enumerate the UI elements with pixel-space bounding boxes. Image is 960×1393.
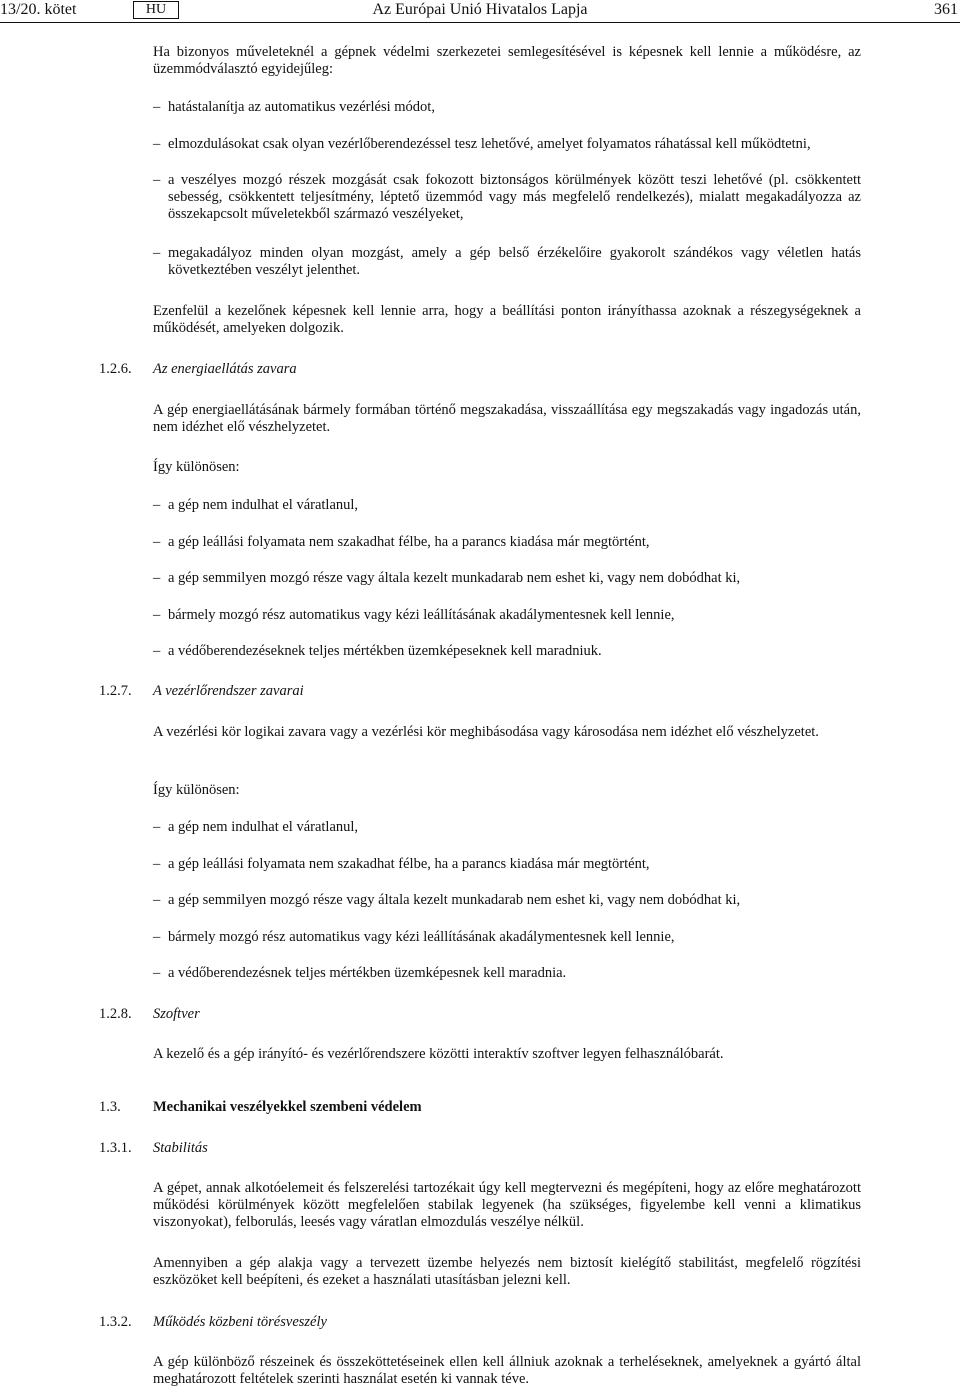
list-item: – bármely mozgó rész automatikus vagy kézi leállításának akadálymentesnek kell lennie, [153, 607, 861, 624]
section-paragraph: A vezérlési kör logikai zavara vagy a vezérlési kör meghibásodása vagy károsodása nem idézhet elő vészhelyzetet. [153, 724, 819, 740]
list-item: – hatástalanítja az automatikus vezérlési módot, [153, 99, 861, 116]
list-item: – a gép leállási folyamata nem szakadhat félbe, ha a parancs kiadása már megtörtént, [153, 856, 861, 873]
header-rule [0, 22, 960, 23]
section-paragraph: A kezelő és a gép irányító- és vezérlőrendszere közötti interaktív szoftver legyen felhasználóbarát. [153, 1046, 724, 1062]
section-paragraph: A gép energiaellátásának bármely formában történő megszakadása, visszaállítása egy megszakadás vagy ingadozás után, nem idézhet elő vészhelyzetet. [153, 402, 861, 435]
section-paragraph: Amennyiben a gép alakja vagy a tervezett üzembe helyezés nem biztosít kielégítő stabilitást, megfelelő rögzítési eszközöket kell beépíteni, és ezeket a használati utasításban jelezni kell. [153, 1255, 861, 1288]
section-paragraph: A gépet, annak alkotóelemeit és felszerelési tartozékait úgy kell megtervezni és megépíteni, hogy az előre meghatározott működési körülmények között megfelelően stabilak legyenek (ha szükséges, figyelembe kell venni a klimatikus viszonyokat), felborulás, leesés vagy váratlan elmozdulás veszélye nélkül. [153, 1180, 861, 1230]
section-title: Mechanikai veszélyekkel szembeni védelem [153, 1099, 422, 1115]
list-item: – elmozdulásokat csak olyan vezérlőberendezéssel tesz lehetővé, amelyet folyamatos ráhatással kell működtetni, [153, 136, 861, 153]
section-number: 1.3. [99, 1099, 121, 1115]
section-title: Szoftver [153, 1006, 200, 1022]
list-item: – a gép nem indulhat el váratlanul, [153, 497, 861, 514]
section-title: A vezérlőrendszer zavarai [153, 683, 304, 699]
list-item: – a veszélyes mozgó részek mozgását csak fokozott biztonságos körülmények között teszi lehetővé (pl. csökkentett sebesség, csökkentett teljesítmény, léptető üzemmód vagy más megfelelő rendelkezés), mialatt megakadályozza az összekapcsolt műveletekből származó veszélyeket, [153, 172, 861, 223]
journal-title: Az Európai Unió Hivatalos Lapja [372, 1, 588, 18]
list-item: – a gép semmilyen mozgó része vagy általa kezelt munkadarab nem eshet ki, vagy nem dobódhat ki, [153, 892, 861, 909]
list-item: – bármely mozgó rész automatikus vagy kézi leállításának akadálymentesnek kell lennie, [153, 929, 861, 946]
section-number: 1.3.1. [99, 1140, 132, 1156]
list-item: – megakadályoz minden olyan mozgást, amely a gép belső érzékelőire gyakorolt szándékos vagy véletlen hatás következtében veszélyt jelenthet. [153, 245, 861, 279]
list-item: – a gép leállási folyamata nem szakadhat félbe, ha a parancs kiadása már megtörtént, [153, 534, 861, 551]
journal-header [0, 0, 960, 22]
list-item: – a gép semmilyen mozgó része vagy általa kezelt munkadarab nem eshet ki, vagy nem dobódhat ki, [153, 570, 861, 587]
section-number: 1.2.8. [99, 1006, 132, 1022]
section-number: 1.3.2. [99, 1314, 132, 1330]
page-number: 361 [934, 1, 958, 18]
section-paragraph: A gép különböző részeinek és összeköttetéseinek ellen kell állniuk azoknak a terheléseknek, amelyeknek a gyártó által meghatározott feltételek szerinti használat esetén ki vannak téve. [153, 1354, 861, 1387]
section-lead: Így különösen: [153, 459, 240, 475]
section-number: 1.2.7. [99, 683, 132, 699]
section-lead: Így különösen: [153, 782, 240, 798]
volume-label: 13/20. kötet [0, 1, 77, 18]
language-box: HU [133, 1, 179, 19]
intro-paragraph: Ha bizonyos műveleteknél a gépnek védelmi szerkezetei semlegesítésével is képesnek kell lennie a működésre, az üzemmódválasztó egyidejűleg: [153, 44, 861, 77]
list-item: – a védőberendezésnek teljes mértékben üzemképesnek kell maradnia. [153, 965, 861, 982]
section-number: 1.2.6. [99, 361, 132, 377]
section-title: Stabilitás [153, 1140, 208, 1156]
list-item: – a gép nem indulhat el váratlanul, [153, 819, 861, 836]
intro-closing: Ezenfelül a kezelőnek képesnek kell lennie arra, hogy a beállítási ponton irányíthassa azoknak a részegységeknek a működését, amelyeken dolgozik. [153, 303, 861, 336]
section-title: Működés közbeni törésveszély [153, 1314, 327, 1330]
list-item: – a védőberendezéseknek teljes mértékben üzemképeseknek kell maradniuk. [153, 643, 861, 660]
section-title: Az energiaellátás zavara [153, 361, 297, 377]
